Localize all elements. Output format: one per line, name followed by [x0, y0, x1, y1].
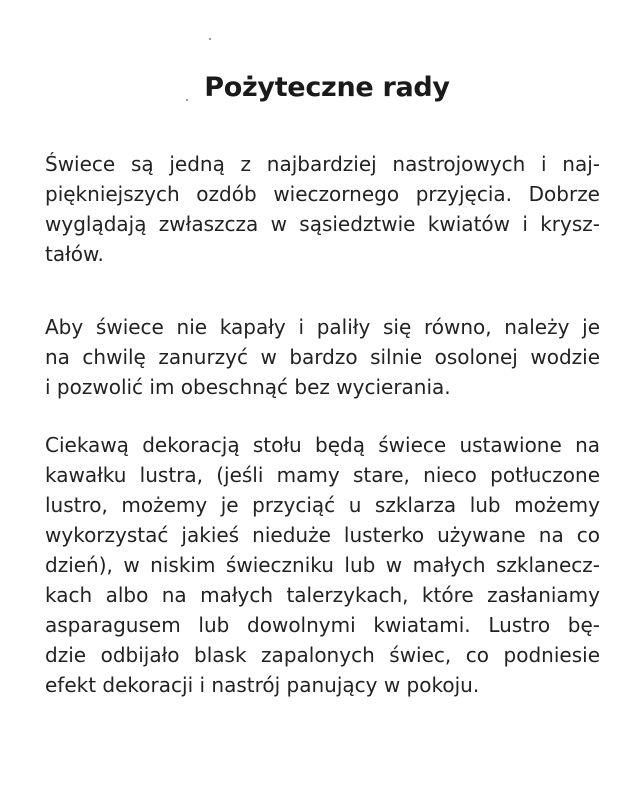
- text-line: asparagusem lub dowolnymi kwiatami. Lustro bę-: [45, 613, 600, 637]
- text-line: wyglądają zwłaszcza w sąsiedztwie kwiatów i krysz-: [45, 212, 600, 236]
- text-line: tałów.: [45, 242, 104, 266]
- paragraph-candles-decoration: [45, 149, 600, 269]
- text-line: Świece są jedną z najbardziej nastrojowych i naj-: [45, 152, 600, 176]
- text-line: efekt dekoracji i nastrój panujący w pokoju.: [45, 673, 480, 697]
- scan-speck: [209, 38, 211, 40]
- text-line: dzień), w niskim świeczniku lub w małych szklanecz-: [45, 553, 600, 577]
- text-line: kach albo na małych talerzykach, które zasłaniamy: [45, 583, 600, 607]
- text-line: i pozwolić im obeschnąć bez wycierania.: [45, 375, 451, 399]
- text-line: Aby świece nie kapały i paliły się równo, należy je: [45, 315, 600, 339]
- text-line: lustro, możemy je przyciąć u szklarza lub możemy: [45, 493, 600, 517]
- text-line: na chwilę zanurzyć w bardzo silnie osolonej wodzie: [45, 345, 600, 369]
- page-title: Pożyteczne rady: [204, 72, 450, 103]
- paragraph-mirror-decoration: [45, 430, 600, 700]
- text-line: dzie odbijało blask zapalonych świec, co podniesie: [45, 643, 600, 667]
- text-line: kawałku lustra, (jeśli mamy stare, nieco potłuczone: [45, 463, 600, 487]
- paragraph-candle-salt-water: [45, 312, 600, 402]
- text-line: Ciekawą dekoracją stołu będą świece ustawione na: [45, 433, 600, 457]
- text-line: piękniejszych ozdób wieczornego przyjęcia. Dobrze: [45, 182, 600, 206]
- text-line: wykorzystać jakieś nieduże lusterko używane na co: [45, 523, 600, 547]
